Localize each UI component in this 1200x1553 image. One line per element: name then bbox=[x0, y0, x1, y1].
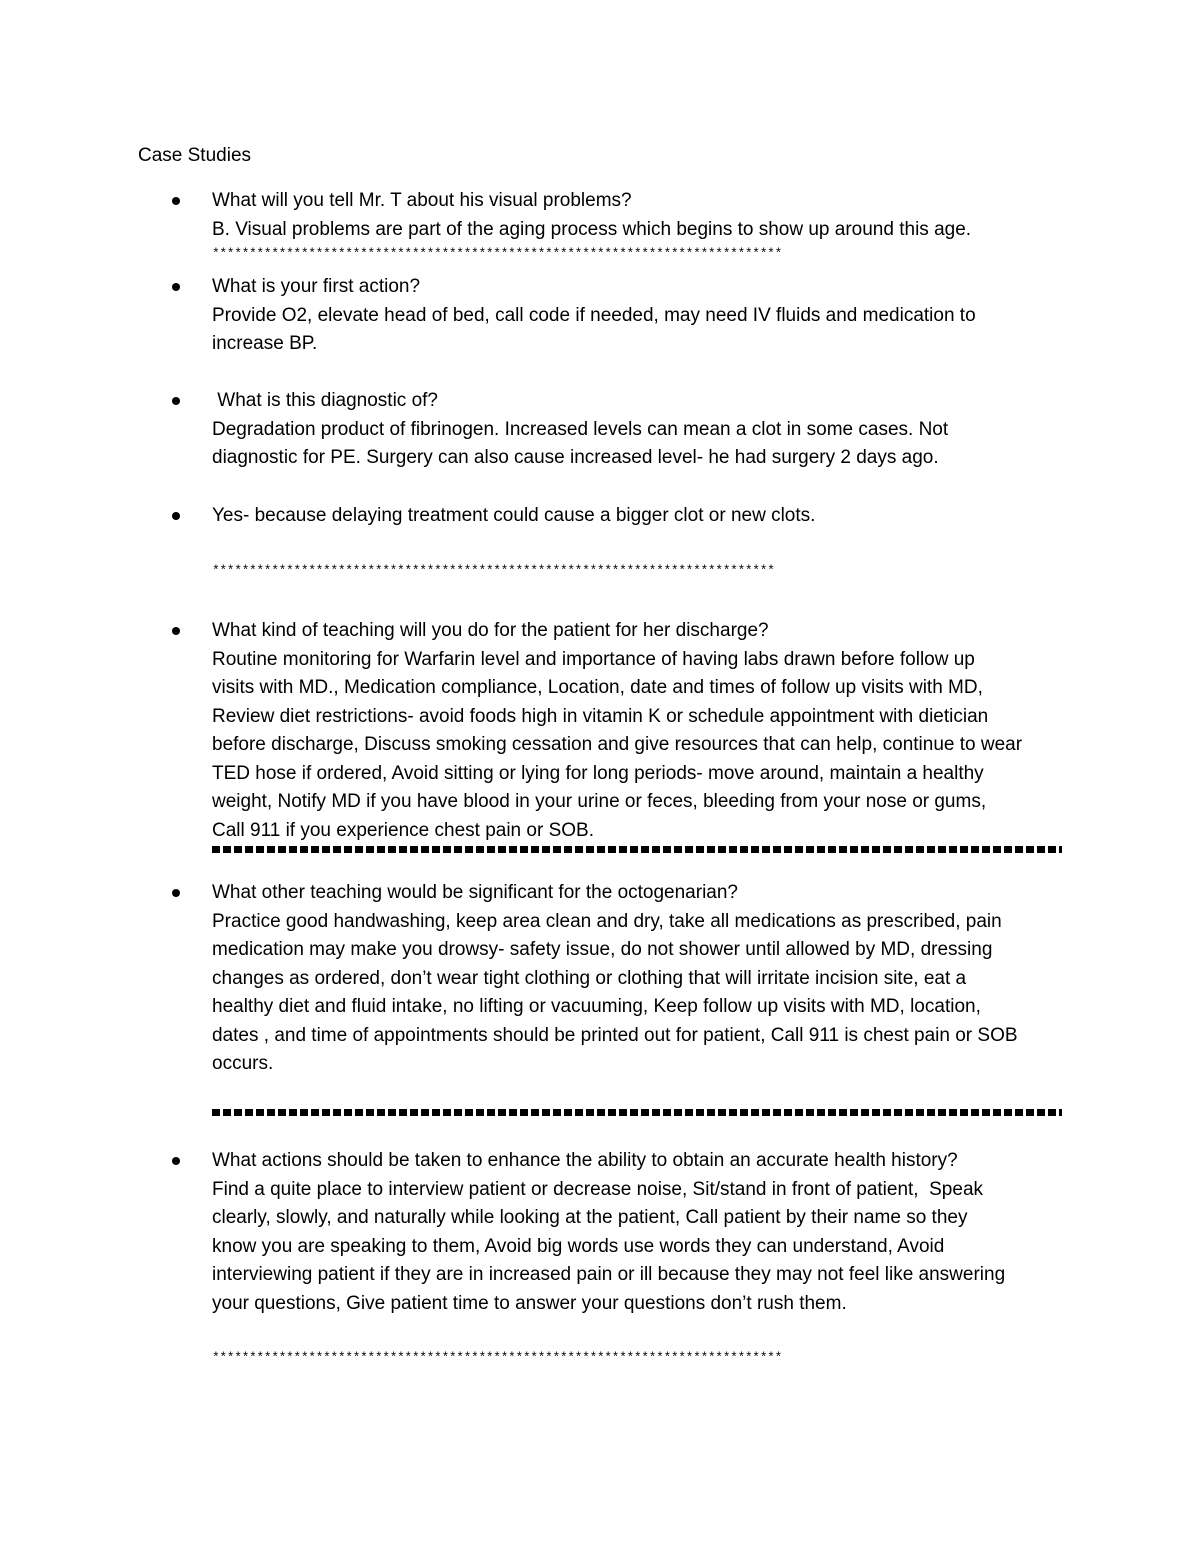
answer-text: B. Visual problems are part of the aging process which begins to show up around this age. bbox=[212, 218, 972, 240]
answer-text: Yes- because delaying treatment could cause a bigger clot or new clots. bbox=[212, 505, 816, 526]
star-separator: ***************************************************************************** bbox=[212, 246, 782, 261]
list-item bbox=[212, 387, 1072, 473]
answer-text: healthy diet and fluid intake, no lifting or vacuuming, Keep follow up visits with MD, location, bbox=[212, 996, 981, 1017]
answer-text: Routine monitoring for Warfarin level and importance of having labs drawn before follow up bbox=[212, 648, 975, 670]
answer-text: clearly, slowly, and naturally while looking at the patient, Call patient by their name so they bbox=[212, 1207, 968, 1228]
question-text: What other teaching would be significant for the octogenarian? bbox=[212, 882, 738, 903]
answer-text: Provide O2, elevate head of bed, call code if needed, may need IV fluids and medication to bbox=[212, 304, 976, 326]
question-text: What is your first action? bbox=[212, 276, 421, 297]
page-title: Case Studies bbox=[138, 145, 252, 166]
answer-text: increase BP. bbox=[212, 333, 318, 354]
answer-text: visits with MD., Medication compliance, Location, date and times of follow up visits with MD, bbox=[212, 677, 983, 698]
question-text: What kind of teaching will you do for the patient for her discharge? bbox=[212, 620, 769, 641]
bullet-icon bbox=[172, 512, 180, 520]
dashed-separator bbox=[212, 1109, 1062, 1116]
list-item bbox=[212, 617, 1072, 845]
answer-text: Practice good handwashing, keep area clean and dry, take all medications as prescribed, pain bbox=[212, 910, 1002, 932]
list-item bbox=[212, 879, 1072, 1079]
star-separator: **************************************************************************** bbox=[212, 563, 775, 578]
answer-text: Call 911 if you experience chest pain or SOB. bbox=[212, 819, 594, 841]
list-item bbox=[212, 187, 1072, 244]
answer-text: Degradation product of fibrinogen. Increased levels can mean a clot in some cases. Not bbox=[212, 418, 949, 440]
answer-text: diagnostic for PE. Surgery can also cause increased level- he had surgery 2 days ago. bbox=[212, 447, 939, 468]
bullet-icon bbox=[172, 397, 180, 405]
bullet-icon bbox=[172, 627, 180, 635]
answer-text: medication may make you drowsy- safety issue, do not shower until allowed by MD, dressing bbox=[212, 939, 993, 960]
bullet-icon bbox=[172, 889, 180, 897]
list-item bbox=[212, 1147, 1072, 1318]
dashed-separator bbox=[212, 846, 1062, 853]
answer-text: Find a quite place to interview patient or decrease noise, Sit/stand in front of patient, Speak bbox=[212, 1178, 984, 1200]
question-text: What will you tell Mr. T about his visual problems? bbox=[212, 190, 632, 211]
answer-text: before discharge, Discuss smoking cessation and give resources that can help, continue to wear bbox=[212, 734, 1023, 755]
bullet-icon bbox=[172, 1157, 180, 1165]
answer-text: Review diet restrictions- avoid foods high in vitamin K or schedule appointment with dietician bbox=[212, 705, 989, 727]
bullet-icon bbox=[172, 283, 180, 291]
answer-text: TED hose if ordered, Avoid sitting or lying for long periods- move around, maintain a healthy bbox=[212, 762, 984, 784]
answer-text: dates , and time of appointments should be printed out for patient, Call 911 is chest pain or SOB bbox=[212, 1024, 1018, 1046]
list-item bbox=[212, 273, 1072, 359]
answer-text: changes as ordered, don’t wear tight clothing or clothing that will irritate incision site, eat a bbox=[212, 967, 967, 989]
question-text: What actions should be taken to enhance the ability to obtain an accurate health history? bbox=[212, 1150, 958, 1171]
list-item bbox=[212, 502, 1072, 531]
answer-text: your questions, Give patient time to answer your questions don’t rush them. bbox=[212, 1292, 847, 1314]
star-separator: ***************************************************************************** bbox=[212, 1350, 782, 1365]
answer-text: interviewing patient if they are in increased pain or ill because they may not feel like answering bbox=[212, 1264, 1006, 1285]
answer-text: weight, Notify MD if you have blood in your urine or feces, bleeding from your nose or gums, bbox=[212, 791, 987, 812]
bullet-icon bbox=[172, 197, 180, 205]
answer-text: occurs. bbox=[212, 1053, 274, 1074]
question-text: What is this diagnostic of? bbox=[212, 390, 438, 411]
answer-text: know you are speaking to them, Avoid big words use words they can understand, Avoid bbox=[212, 1235, 945, 1257]
